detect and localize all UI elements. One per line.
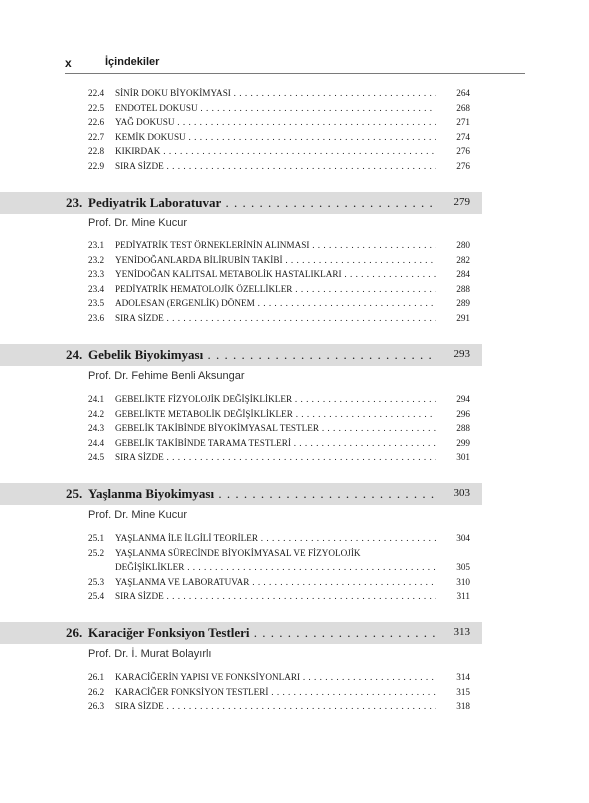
toc-entry[interactable]: 25.1 YAŞLANMA İLE İLGİLİ TEORİLER . . . 304 (88, 531, 470, 546)
running-title: İçindekiler (105, 56, 160, 68)
chapter-23-heading[interactable] (0, 192, 482, 214)
toc-entry[interactable]: 23.5 ADOLESAN (ERGENLİK) DÖNEM . . . 289 (88, 296, 470, 311)
chapter-number: 26. (66, 625, 83, 640)
chapter-25-heading[interactable] (0, 483, 482, 505)
toc-entry[interactable]: 22.4 SİNİR DOKU BİYOKİMYASI . . . 264 (88, 86, 470, 101)
chapter-author: Prof. Dr. Mine Kucur (88, 509, 188, 521)
toc-entry[interactable]: 23.1 PEDİYATRİK TEST ÖRNEKLERİNİN ALINMASI . . . 280 (88, 238, 470, 253)
chapter-page: 313 (453, 626, 470, 638)
toc-entry[interactable]: 24.5 SIRA SİZDE . . . 301 (88, 450, 470, 465)
chapter-author: Prof. Dr. Mine Kucur (88, 217, 188, 229)
chapter-title: Karaciğer Fonksiyon Testleri . . . (88, 625, 437, 641)
chapter-page: 279 (453, 196, 470, 208)
toc-entry[interactable]: 22.9 SIRA SİZDE . . . 276 (88, 159, 470, 174)
chapter-page: 303 (453, 487, 470, 499)
chapter-number: 24. (66, 347, 83, 362)
chapter-title: Pediyatrik Laboratuvar . . . (88, 195, 437, 211)
chapter-26-list (88, 670, 470, 714)
chapter-23-list (88, 238, 470, 325)
chapter-25-list (88, 531, 470, 604)
page-number: x (65, 56, 72, 70)
toc-entry[interactable]: 23.2 YENİDOĞANLARDA BİLİRUBİN TAKİBİ . . . 282 (88, 253, 470, 268)
toc-entry-continuation[interactable]: DEĞİŞİKLİKLER . . . 305 (88, 560, 470, 575)
toc-entry[interactable]: 26.1 KARACİĞERİN YAPISI VE FONKSİYONLARI . . . 314 (88, 670, 470, 685)
toc-entry[interactable]: 24.2 GEBELİKTE METABOLİK DEĞİŞİKLİKLER . . . 296 (88, 407, 470, 422)
toc-entry[interactable]: 25.2 YAŞLANMA SÜRECİNDE BİYOKİMYASAL VE FİZYOLOJİK (88, 547, 361, 558)
toc-entry[interactable]: 24.3 GEBELİK TAKİBİNDE BİYOKİMYASAL TESTLER . . . 288 (88, 421, 470, 436)
toc-entry[interactable]: 26.2 KARACİĞER FONKSİYON TESTLERİ . . . 315 (88, 685, 470, 700)
section-22-list (88, 86, 470, 173)
toc-entry[interactable]: 22.6 YAĞ DOKUSU . . . 271 (88, 115, 470, 130)
toc-entry[interactable]: 22.7 KEMİK DOKUSU . . . 274 (88, 130, 470, 145)
chapter-number: 25. (66, 486, 83, 501)
toc-entry[interactable]: 24.1 GEBELİKTE FİZYOLOJİK DEĞİŞİKLİKLER . . . 294 (88, 392, 470, 407)
toc-entry[interactable]: 24.4 GEBELİK TAKİBİNDE TARAMA TESTLERİ . . . 299 (88, 436, 470, 451)
chapter-author: Prof. Dr. İ. Murat Bolayırlı (88, 648, 212, 660)
chapter-number: 23. (66, 195, 83, 210)
toc-entry[interactable]: 23.6 SIRA SİZDE . . . 291 (88, 311, 470, 326)
chapter-24-list (88, 392, 470, 465)
chapter-26-heading[interactable] (0, 622, 482, 644)
chapter-24-heading[interactable] (0, 344, 482, 366)
chapter-title: Yaşlanma Biyokimyası . . . (88, 486, 437, 502)
toc-entry[interactable]: 23.3 YENİDOĞAN KALITSAL METABOLİK HASTALIKLARI . . . 284 (88, 267, 470, 282)
toc-entry[interactable]: 25.3 YAŞLANMA VE LABORATUVAR . . . 310 (88, 575, 470, 590)
toc-entry[interactable]: 22.5 ENDOTEL DOKUSU . . . 268 (88, 101, 470, 116)
chapter-title: Gebelik Biyokimyası . . . (88, 347, 437, 363)
chapter-author: Prof. Dr. Fehime Benli Aksungar (88, 370, 245, 382)
toc-entry[interactable]: 26.3 SIRA SİZDE . . . 318 (88, 699, 470, 714)
toc-entry[interactable]: 25.4 SIRA SİZDE . . . 311 (88, 589, 470, 604)
chapter-page: 293 (453, 348, 470, 360)
page-header (65, 55, 525, 74)
toc-entry[interactable]: 23.4 PEDİYATRİK HEMATOLOJİK ÖZELLİKLER . . . 288 (88, 282, 470, 297)
toc-entry[interactable]: 22.8 KIKIRDAK . . . 276 (88, 144, 470, 159)
